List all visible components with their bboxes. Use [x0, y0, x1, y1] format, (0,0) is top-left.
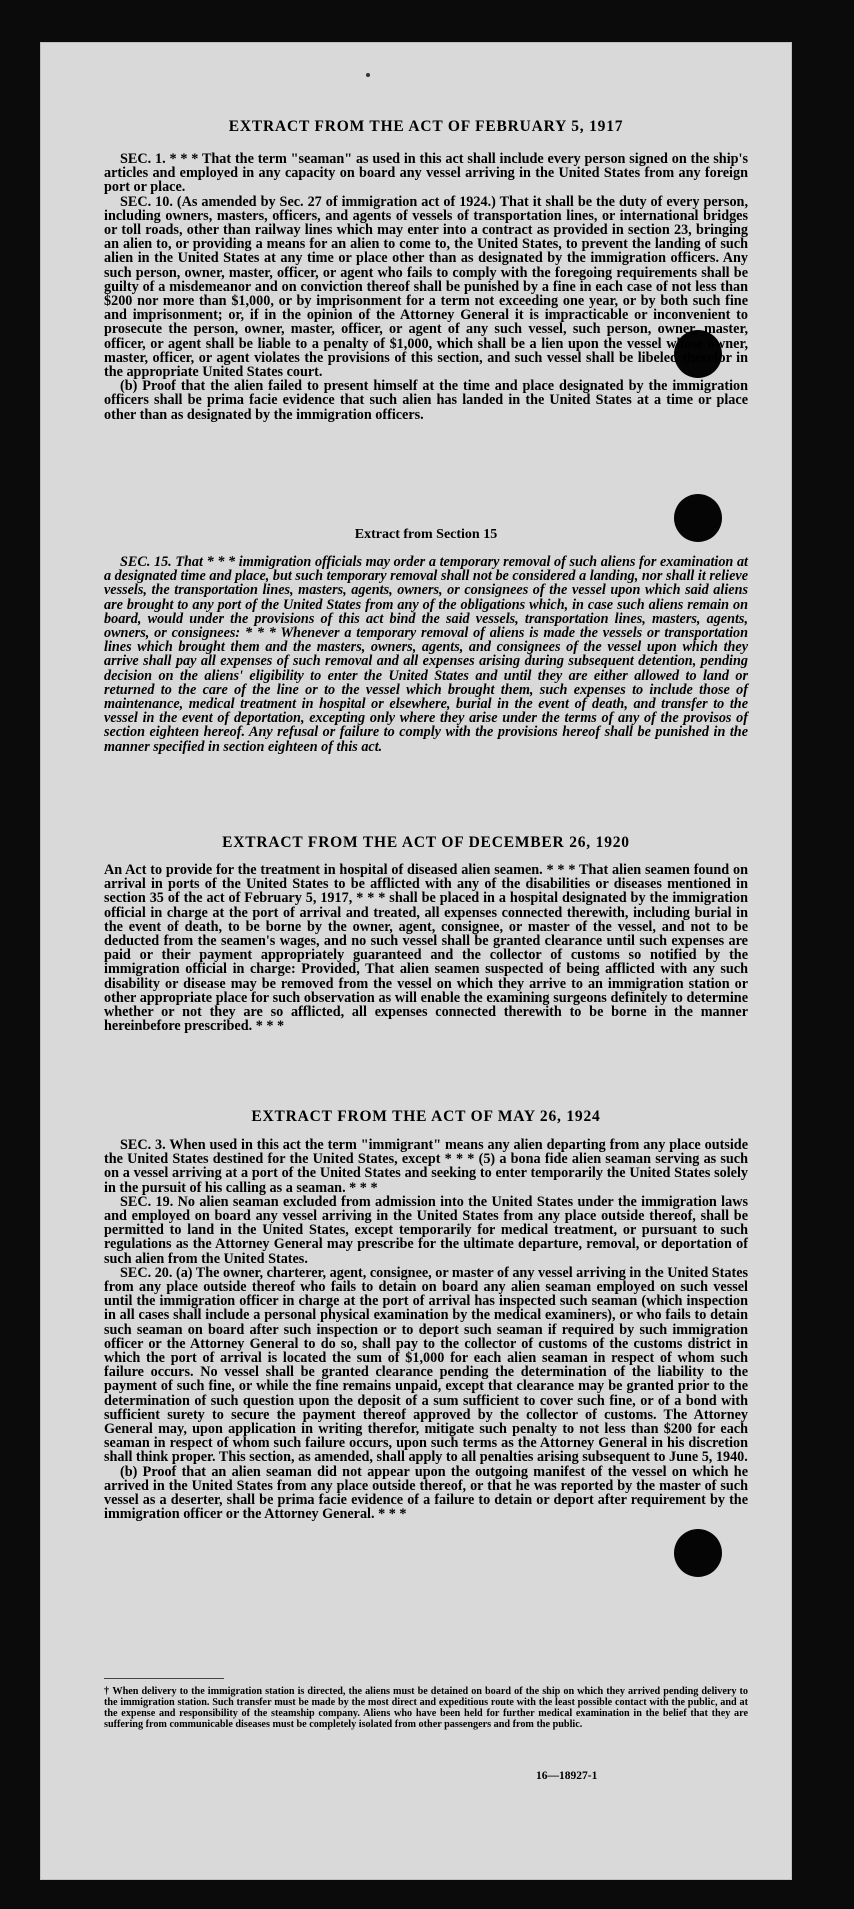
paragraph: SEC. 10. (As amended by Sec. 27 of immigration act of 1924.) That it shall be the duty of every person, including owners, masters, officers, and agents of vessels of transportation lines, or international bridges or toll roads, other than railway lines which may enter into a contract as provided in section 23, bringing an alien to, or providing a means for an alien to come to, the United States, to prevent the landing of such alien in the United States at any time or place other than as designated by the immigration officers. Any such person, owner, master, officer, or agent who fails to comply with the foregoing requirements shall be guilty of a misdemeanor and on conviction thereof shall be punished by a fine in each case of not less than $200 nor more than $1,000, or by imprisonment for a term not exceeding one year, or by both such fine and imprisonment; or, if in the opinion of the Attorney General it is impracticable or inconvenient to prosecute the person, owner, master, officer, or agent of any such vessel, such person, owner, master, officer, or agent shall be liable to a penalty of $1,000, which shall be a lien upon the vessel whose owner, master, officer, or agent violates the provisions of this section, and such vessel shall be libeled therefor in the appropriate United States court. [104, 193, 748, 381]
footnote-rule [104, 1678, 224, 1679]
section-heading: EXTRACT FROM THE ACT OF MAY 26, 1924 [251, 1108, 601, 1125]
section-dec-1920 [104, 834, 748, 1033]
paragraph: SEC. 3. When used in this act the term "immigrant" means any alien departing from any place outside the United States destined for the United States, except * * * (5) a bona fide alien seaman serving as such on a vessel arriving at a port of the United States and seeking to enter temporarily the United States solely in the pursuit of his calling as a seaman. * * * [104, 1137, 748, 1196]
footnote: † When delivery to the immigration station is directed, the aliens must be detained on board of the ship on which they arrived pending delivery to the immigration station. Such transfer must be made by the most direct and expeditious route with the least possible contact with the public, and at the expense and responsibility of the steamship company. Aliens who have been held for further medical examination in the belief that they are suffering from communicable diseases must be completely isolated from other passengers and from the public. [104, 1686, 748, 1730]
section-heading: EXTRACT FROM THE ACT OF FEBRUARY 5, 1917 [228, 118, 624, 135]
paragraph: (b) Proof that an alien seaman did not appear upon the outgoing manifest of the vessel on which he arrived in the United States from any place outside thereof, or that he was reported by the master of such vessel as a deserter, shall be prima facie evidence of a failure to detain or deport after requirement by the immigration officer or the Attorney General. * * * [104, 1463, 748, 1523]
section-15 [104, 527, 748, 754]
paper-speck [366, 73, 370, 77]
section-may-1924 [104, 1108, 748, 1521]
paragraph: (b) Proof that the alien failed to present himself at the time and place designated by the immigration officers shall be prima facie evidence that such alien has landed in the United States at a time or place other than as designated by the immigration officers. [104, 378, 748, 423]
paragraph: SEC. 1. * * * That the term "seaman" as used in this act shall include every person signed on the ship's articles and employed in any capacity on board any vessel arriving in the United States from any foreign port or place. [104, 151, 748, 196]
paragraph: SEC. 20. (a) The owner, charterer, agent, consignee, or master of any vessel arriving in the United States from any place outside thereof who fails to detain on board any alien seaman employed on such vessel until the immigration officer in charge at the port of arrival has inspected such seaman (which inspection in all cases shall include a personal physical examination by the medical examiners), or who fails to detain such seaman on board after such inspection or to deport such seaman if required by such immigration officer or the Attorney General to do so, shall pay to the collector of customs of the customs district in which the port of arrival is located the sum of $1,000 for each alien seaman in respect of whom such failure occurs. No vessel shall be granted clearance pending the determination of the liability to the payment of such fine, or while the fine remains unpaid, except that clearance may be granted prior to the determination of such question upon the deposit of a sum sufficient to cover such fine, or of a bond with sufficient surety to secure the payment thereof approved by the collector of customs. The Attorney General may, upon application in writing therefor, mitigate such penalty to not less than $200 for each seaman in respect of whom such failure occurs, upon such terms as the Attorney General in his discretion shall think proper. This section, as amended, shall apply to all penalties arising subsequent to June 5, 1940. [104, 1264, 749, 1466]
section-heading: Extract from Section 15 [354, 527, 498, 542]
section-feb-1917 [104, 118, 748, 422]
section-heading: EXTRACT FROM THE ACT OF DECEMBER 26, 1920 [222, 834, 630, 851]
paragraph: SEC. 19. No alien seaman excluded from admission into the United States under the immigration laws and employed on board any vessel arriving in the United States from any place outside thereof, shall be permitted to land in the United States, except temporarily for medical treatment, or pursuant to such regulations as the Attorney General may prescribe for the ultimate departure, removal, or deportation of such alien from the United States. [104, 1193, 748, 1267]
paragraph: SEC. 15. That * * * immigration officials may order a temporary removal of such aliens for examination at a designated time and place, but such temporary removal shall not be considered a landing, nor shall it relieve vessels, the transportation lines, masters, agents, owners, or consignees of the vessel upon which said aliens are brought to any port of the United States from any of the obligations which, in case such aliens remain on board, would under the provisions of this act bind the said vessels, transportation lines, masters, agents, owners, or consignees: * * * Whenever a temporary removal of aliens is made the vessels or transportation lines which brought them and the masters, owners, agents, and consignees of the vessel upon which they arrive shall pay all expenses of such removal and all expenses arising during subsequent detention, pending decision on the aliens' eligibility to enter the United States and until they are either allowed to land or returned to the care of the line or to the vessel which brought them, such expenses to include those of maintenance, medical treatment in hospital or elsewhere, burial in the event of death, and transfer to the vessel in the event of deportation, excepting only where they arise under the terms of any of the provisos of section eighteen hereof. Any refusal or failure to comply with the provisions hereof shall be punished in the manner specified in section eighteen of this act. [104, 554, 748, 755]
punch-hole [674, 1529, 722, 1577]
form-number: 16—18927-1 [536, 1770, 598, 1782]
paragraph: An Act to provide for the treatment in hospital of diseased alien seamen. * * * That alien seamen found on arrival in ports of the United States to be afflicted with any of the disabilities or diseases mentioned in section 35 of the act of February 5, 1917, * * * shall be placed in a hospital designated by the immigration official in charge at the port of arrival and treated, all expenses connected therewith, including burial in the event of death, to be borne by the owner, agent, consignee, or master of the vessel, and not to be deducted from the seamen's wages, and no such vessel shall be granted clearance until such expenses are paid or their payment appropriately guaranteed and the collector of customs so notified by the immigration official in charge: Provided, That alien seamen suspected of being afflicted with any such disability or disease may be removed from the vessel on which they arrive to an immigration station or other appropriate place for such observation as will enable the examining surgeons definitely to determine whether or not they are so afflicted, all expenses connected therewith to be borne in the manner hereinbefore prescribed. * * * [104, 862, 748, 1035]
